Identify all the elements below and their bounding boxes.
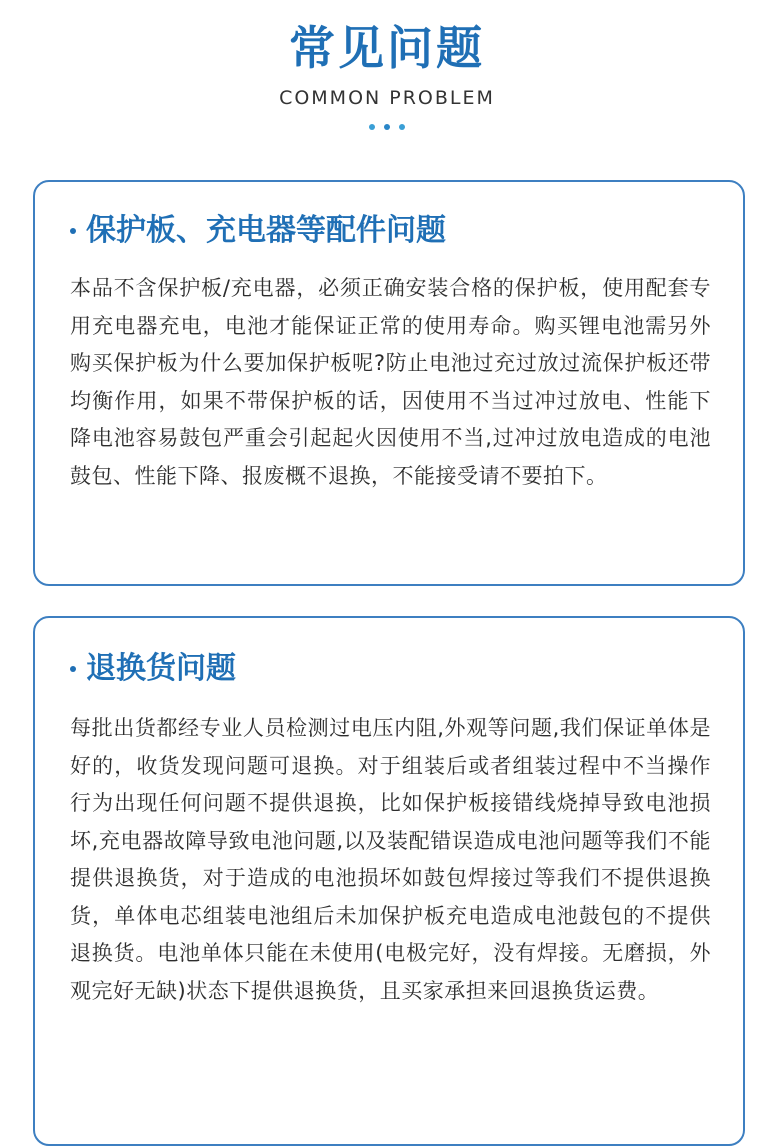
faq-card-title-text: 退换货问题 [86, 651, 236, 686]
faq-card-accessories [33, 180, 745, 586]
faq-card-returns [33, 616, 745, 1146]
dot-icon [399, 124, 405, 130]
bullet-icon [70, 228, 76, 234]
bullet-icon [70, 666, 76, 672]
faq-card-body: 每批出货都经专业人员检测过电压内阻,外观等问题,我们保证单体是好的，收货发现问题可退换。对于组装后或者组装过程中不当操作行为出现任何问题不提供退换，比如保护板接错线烧掉导致电池损坏,充电器故障导致电池问题,以及装配错误造成电池问题等我们不能提供退换货，对于造成的电池损坏如鼓包焊接过等我们不提供退换货，单体电芯组装电池组后未加保护板充电造成电池鼓包的不提供退换货。电池单体只能在未使用(电极完好，没有焊接。无磨损，外观完好无缺)状态下提供退换货，且买家承担来回退换货运费。 [70, 716, 711, 1003]
dot-icon [369, 124, 375, 130]
page-title: 常见问题 [289, 21, 485, 75]
dot-icon [384, 124, 390, 130]
decorative-dots [0, 124, 774, 130]
faq-card-title [70, 210, 711, 252]
page-header [0, 0, 774, 150]
faq-card-title [70, 648, 711, 690]
faq-card-title-text: 保护板、充电器等配件问题 [86, 213, 446, 248]
page-subtitle: COMMON PROBLEM [279, 87, 495, 109]
faq-card-body: 本品不含保护板/充电器，必须正确安装合格的保护板，使用配套专用充电器充电，电池才能保证正常的使用寿命。购买锂电池需另外购买保护板为什么要加保护板呢?防止电池过充过放过流保护板还带均衡作用，如果不带保护板的话，因使用不当过冲过放电、性能下降电池容易鼓包严重会引起起火因使用不当,过冲过放电造成的电池鼓包、性能下降、报废概不退换，不能接受请不要拍下。 [70, 276, 711, 488]
